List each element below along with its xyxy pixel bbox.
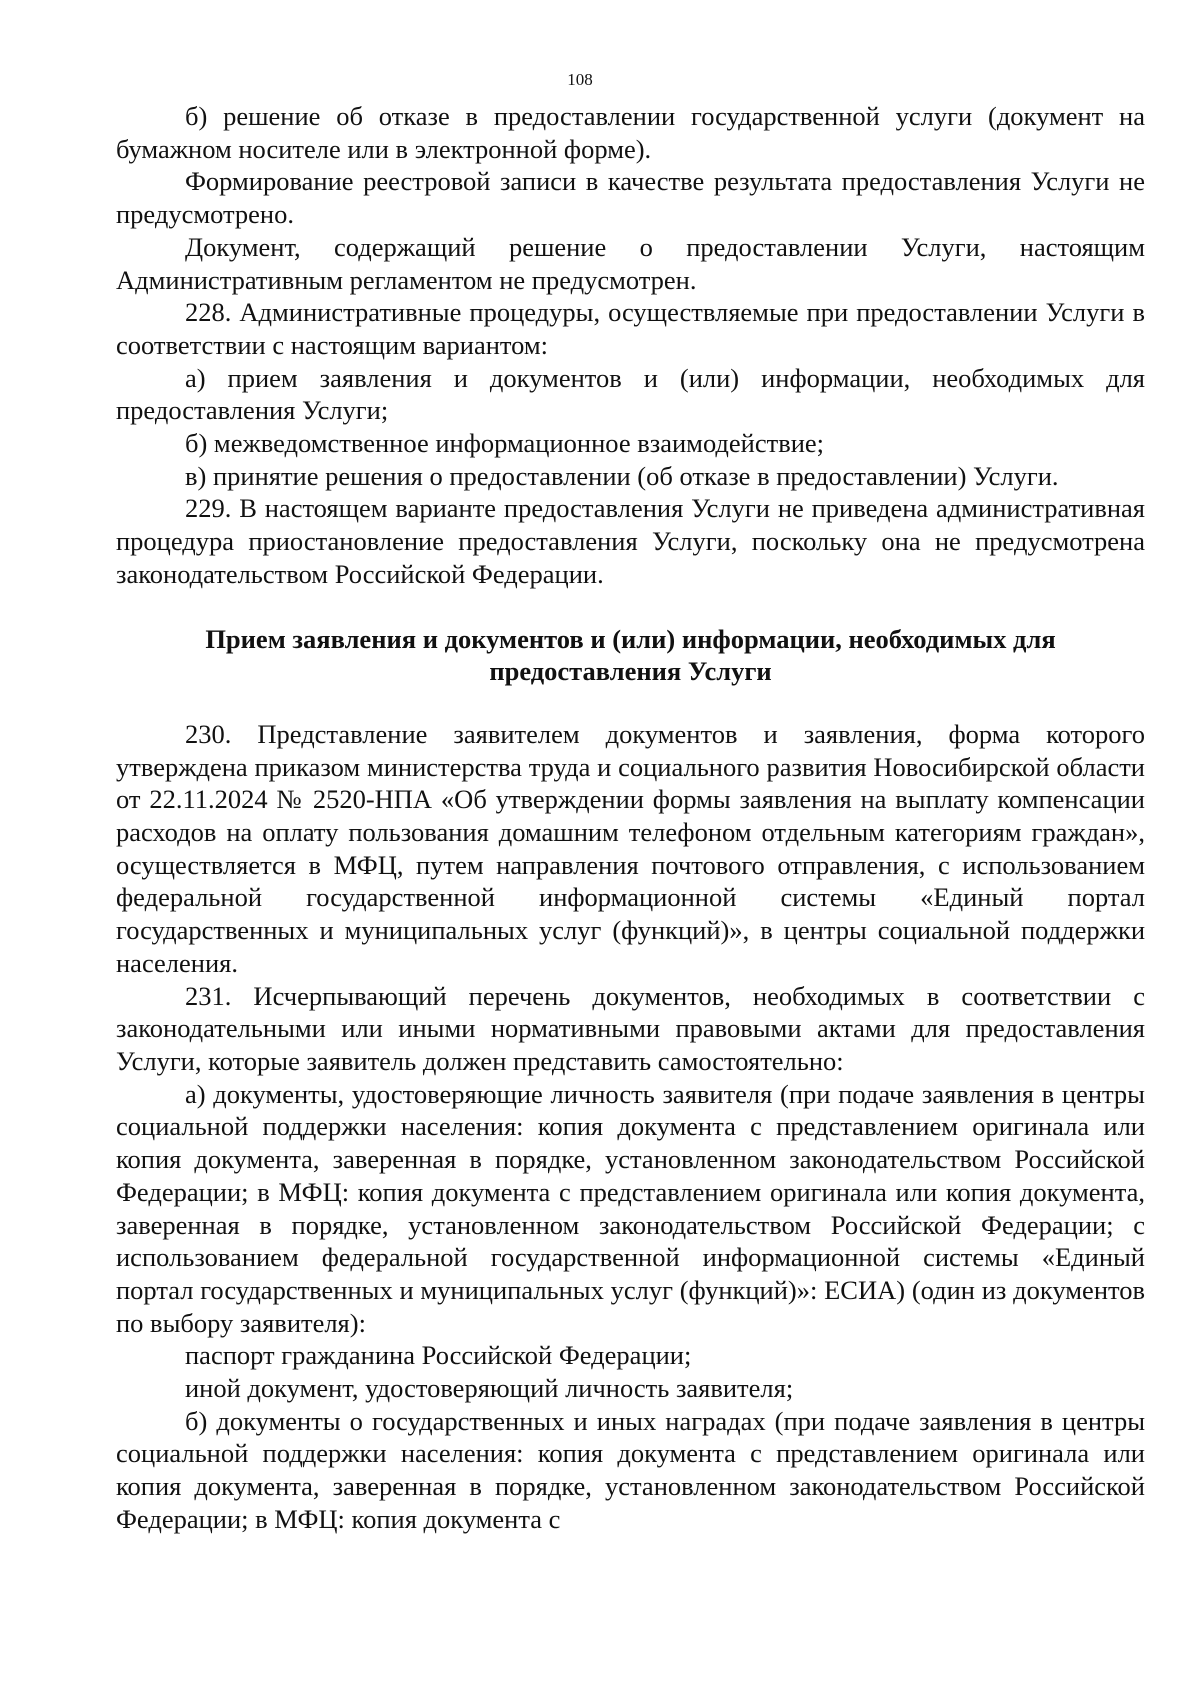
- paragraph-item-b-refusal: б) решение об отказе в предоставлении государственной услуги (документ на бумажном носителе или в электронной форме).: [116, 101, 1145, 164]
- paragraph-228-a: а) прием заявления и документов и (или) информации, необходимых для предоставления Услуги;: [116, 362, 1145, 426]
- paragraph-passport: паспорт гражданина Российской Федерации;: [185, 1340, 692, 1371]
- document-body: [116, 100, 1145, 1536]
- page-number: 108: [567, 70, 593, 89]
- paragraph-231: 231. Исчерпывающий перечень документов, необходимых в соответствии с законодательными или иными нормативными правовыми актами для предоставления Услуги, которые заявитель должен представить самостоятельно:: [116, 980, 1145, 1076]
- paragraph-231-a: а) документы, удостоверяющие личность заявителя (при подаче заявления в центры социальной поддержки населения: копия документа с представлением оригинала или копия документа, заверенная в порядке, установленном законодательством Российской Федерации; в МФЦ: копия документа с представлением оригинала или копия документа, заверенная в порядке, установленном законодательством Российской Федерации; с использованием федеральной государственной информационной системы «Единый портал государственных и муниципальных услуг (функций)»: ЕСИА) (один из документов по выбору заявителя):: [116, 1078, 1145, 1338]
- paragraph-230: 230. Представление заявителем документов и заявления, форма которого утверждена приказом министерства труда и социального развития Новосибирской области от 22.11.2024 № 2520-НПА «Об утверждении формы заявления на выплату компенсации расходов на оплату пользования домашним телефоном отдельным категориям граждан», осуществляется в МФЦ, путем направления почтового отправления, с использованием федеральной государственной информационной системы «Единый портал государственных и муниципальных услуг (функций)», в центры социальной поддержки населения.: [116, 718, 1145, 978]
- paragraph-228-b: б) межведомственное информационное взаимодействие;: [185, 428, 825, 459]
- paragraph-registry-record: Формирование реестровой записи в качестве результата предоставления Услуги не предусмотрено.: [116, 166, 1145, 230]
- paragraph-228-c: в) принятие решения о предоставлении (об отказе в предоставлении) Услуги.: [185, 460, 1059, 491]
- paragraph-231-b: б) документы о государственных и иных наградах (при подаче заявления в центры социальной поддержки населения: копия документа с представлением оригинала или копия документа, заверенная в порядке, установленном законодательством Российской Федерации; в МФЦ: копия документа с: [116, 1405, 1145, 1534]
- section-heading: Прием заявления и документов и (или) информации, необходимых для предоставления Услуги: [205, 623, 1056, 687]
- paragraph-other-id: иной документ, удостоверяющий личность заявителя;: [185, 1373, 794, 1404]
- paragraph-228: 228. Административные процедуры, осуществляемые при предоставлении Услуги в соответствии с настоящим вариантом:: [116, 297, 1145, 360]
- paragraph-229: 229. В настоящем варианте предоставления Услуги не приведена административная процедура приостановление предоставления Услуги, поскольку она не предусмотрена законодательством Российской Федерации.: [116, 493, 1145, 589]
- paragraph-decision-document: Документ, содержащий решение о предоставлении Услуги, настоящим Административным регламентом не предусмотрен.: [116, 231, 1145, 295]
